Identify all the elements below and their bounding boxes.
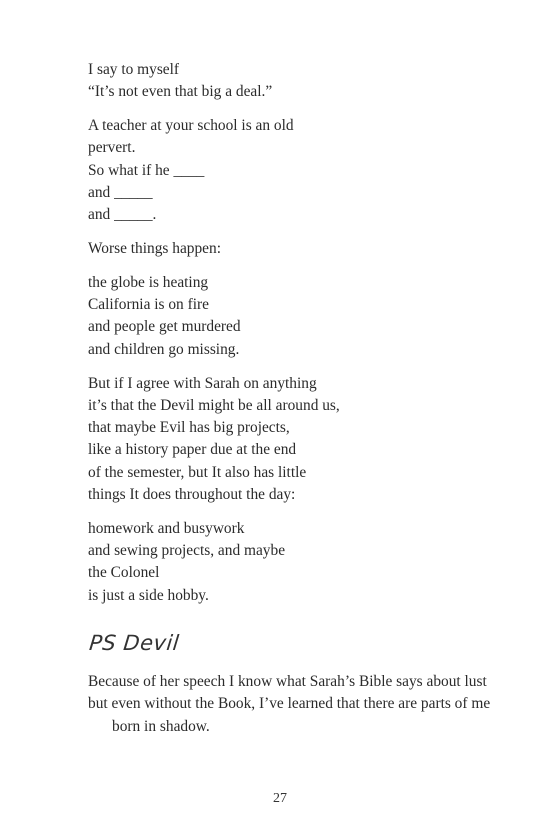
stanza-line: is just a side hobby.: [88, 586, 209, 604]
stanza-line: “It’s not even that big a deal.”: [88, 83, 273, 101]
prose-line: born in shadow.: [112, 717, 210, 735]
stanza-line: But if I agree with Sarah on anything: [88, 374, 317, 392]
stanza-line: homework and busywork: [88, 519, 245, 537]
stanza-line: pervert.: [88, 139, 136, 157]
stanza-line: I say to myself: [88, 61, 180, 78]
stanza-line: and people get murdered: [88, 318, 241, 336]
stanza-line: A teacher at your school is an old: [88, 117, 294, 135]
stanza-line: So what if he ____: [88, 161, 205, 179]
stanza-line: Worse things happen:: [88, 240, 221, 258]
stanza-4: [88, 272, 508, 361]
stanza-line: the Colonel: [88, 564, 160, 582]
stanza-line: the globe is heating: [88, 273, 209, 291]
stanza-2: [88, 115, 508, 226]
stanza-3: [88, 238, 508, 260]
stanza-line: it’s that the Devil might be all around us,: [88, 396, 340, 414]
stanza-line: and _____: [88, 183, 153, 201]
stanza-6: [88, 518, 508, 607]
stanza-line: and children go missing.: [88, 340, 240, 358]
prose-line: Because of her speech I know what Sarah’s Bible says about lust: [88, 673, 487, 691]
stanza-1: [88, 59, 508, 104]
stanza-line: California is on fire: [88, 296, 209, 314]
page-body: [88, 59, 508, 738]
section-prose: [88, 671, 508, 738]
stanza-line: like a history paper due at the end: [88, 441, 297, 459]
stanza-line: that maybe Evil has big projects,: [88, 419, 290, 437]
stanza-line: and _____.: [88, 206, 157, 224]
prose-line: but even without the Book, I’ve learned that there are parts of me: [88, 695, 491, 713]
stanza-line: things It does throughout the day:: [88, 486, 296, 504]
stanza-line: and sewing projects, and maybe: [88, 542, 286, 560]
stanza-5: [88, 373, 508, 507]
section-title: PS Devil: [88, 631, 181, 656]
page-number: 27: [273, 791, 287, 806]
stanza-line: of the semester, but It also has little: [88, 463, 307, 481]
